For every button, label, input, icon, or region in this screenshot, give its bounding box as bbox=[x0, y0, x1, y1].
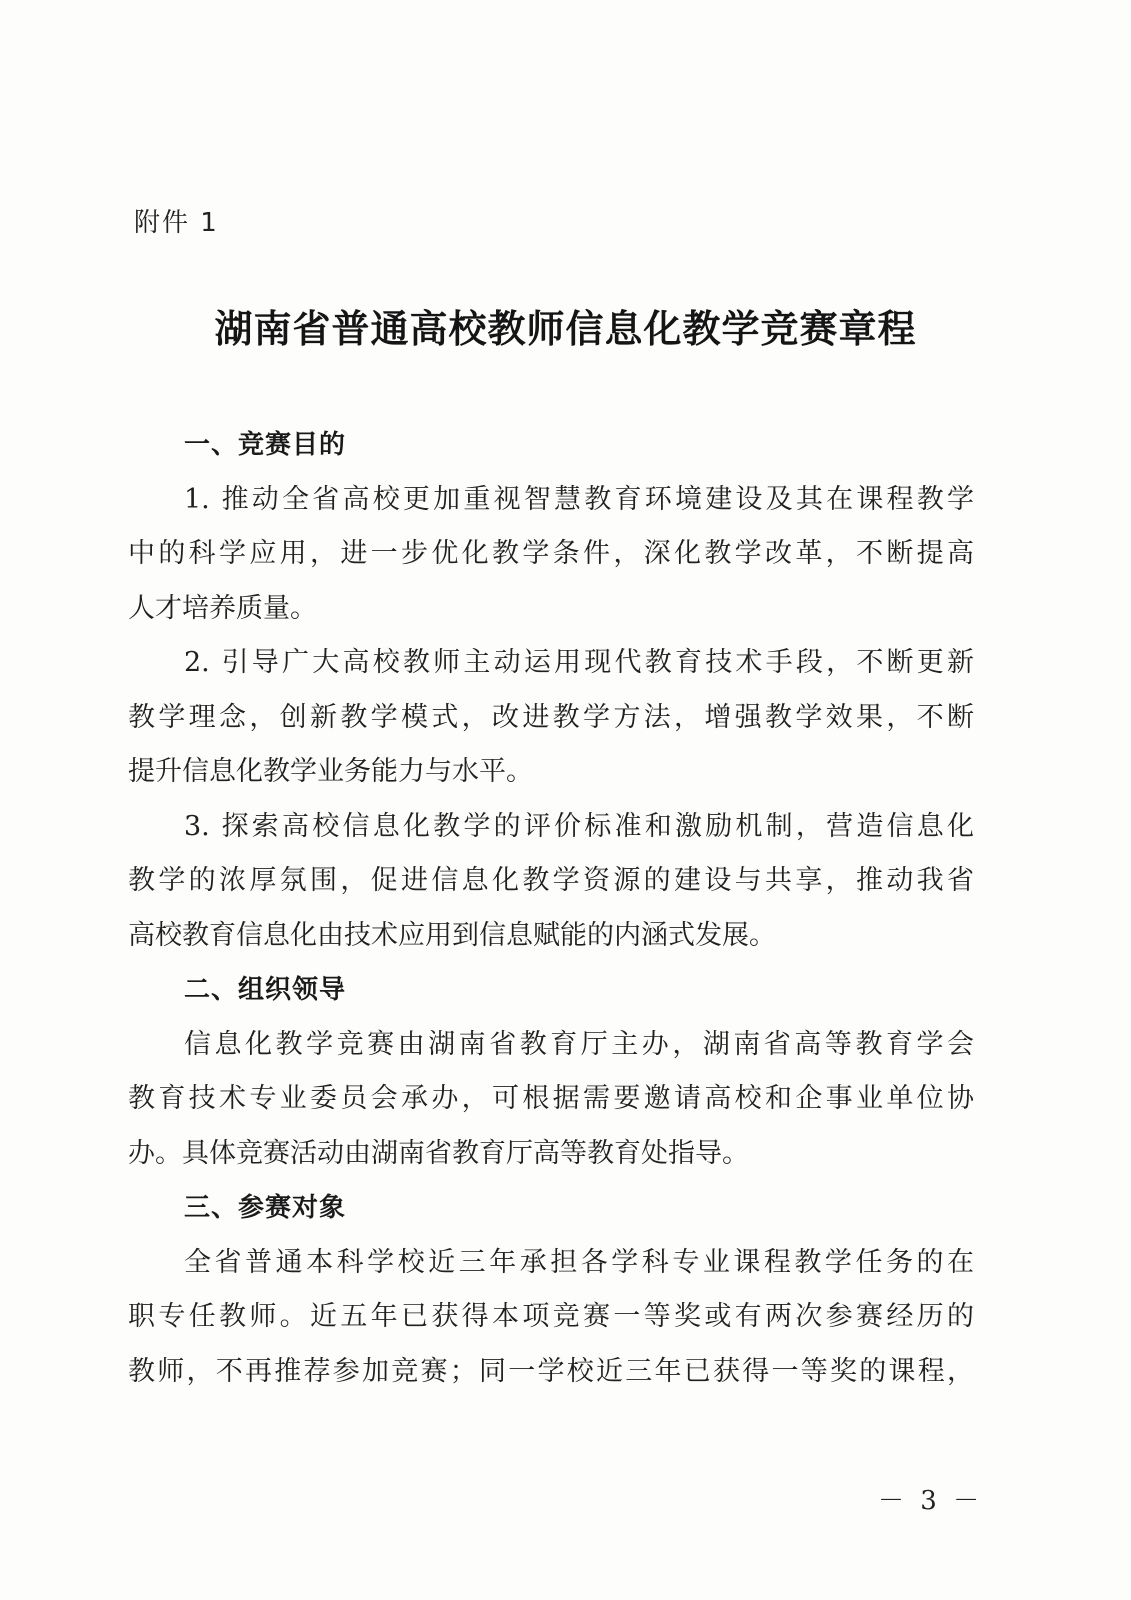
paragraph-line: 人才培养质量。 bbox=[128, 592, 317, 624]
paragraph-line: 高校教育信息化由技术应用到信息赋能的内涵式发展。 bbox=[128, 919, 776, 951]
page-number: － 3 － bbox=[878, 1486, 984, 1516]
paragraph-line: 教学的浓厚氛围，促进信息化教学资源的建设与共享，推动我省 bbox=[128, 865, 974, 896]
section-heading-2: 二、组织领导 bbox=[184, 975, 347, 1005]
paragraph-line: 教师，不再推荐参加竞赛；同一学校近三年已获得一等奖的课程， bbox=[128, 1355, 974, 1387]
document-title: 湖南省普通高校教师信息化教学竞赛章程 bbox=[214, 306, 917, 351]
paragraph-line: 1. 推动全省高校更加重视智慧教育环境建设及其在课程教学 bbox=[184, 483, 974, 515]
document-body bbox=[128, 418, 974, 1399]
paragraph-line: 教育技术专业委员会承办，可根据需要邀请高校和企事业单位协 bbox=[128, 1083, 974, 1114]
paragraph-line: 提升信息化教学业务能力与水平。 bbox=[128, 756, 533, 787]
paragraph-line: 办。具体竞赛活动由湖南省教育厅高等教育处指导。 bbox=[128, 1137, 749, 1169]
paragraph-line: 中的科学应用，进一步优化教学条件，深化教学改革，不断提高 bbox=[128, 538, 974, 569]
section-heading-1: 一、竞赛目的 bbox=[184, 430, 347, 460]
paragraph-line: 全省普通本科学校近三年承担各学科专业课程教学任务的在 bbox=[184, 1246, 974, 1278]
paragraph-line: 教学理念，创新教学模式，改进教学方法，增强教学效果，不断 bbox=[128, 701, 974, 733]
paragraph-line: 2. 引导广大高校教师主动运用现代教育技术手段，不断更新 bbox=[184, 647, 974, 678]
section-heading-3: 三、参赛对象 bbox=[184, 1193, 347, 1223]
paragraph-line: 3. 探索高校信息化教学的评价标准和激励机制，营造信息化 bbox=[184, 810, 974, 842]
paragraph-line: 职专任教师。近五年已获得本项竞赛一等奖或有两次参赛经历的 bbox=[128, 1301, 974, 1332]
attachment-label: 附件 1 bbox=[134, 208, 219, 238]
paragraph-line: 信息化教学竞赛由湖南省教育厅主办，湖南省高等教育学会 bbox=[184, 1028, 974, 1060]
